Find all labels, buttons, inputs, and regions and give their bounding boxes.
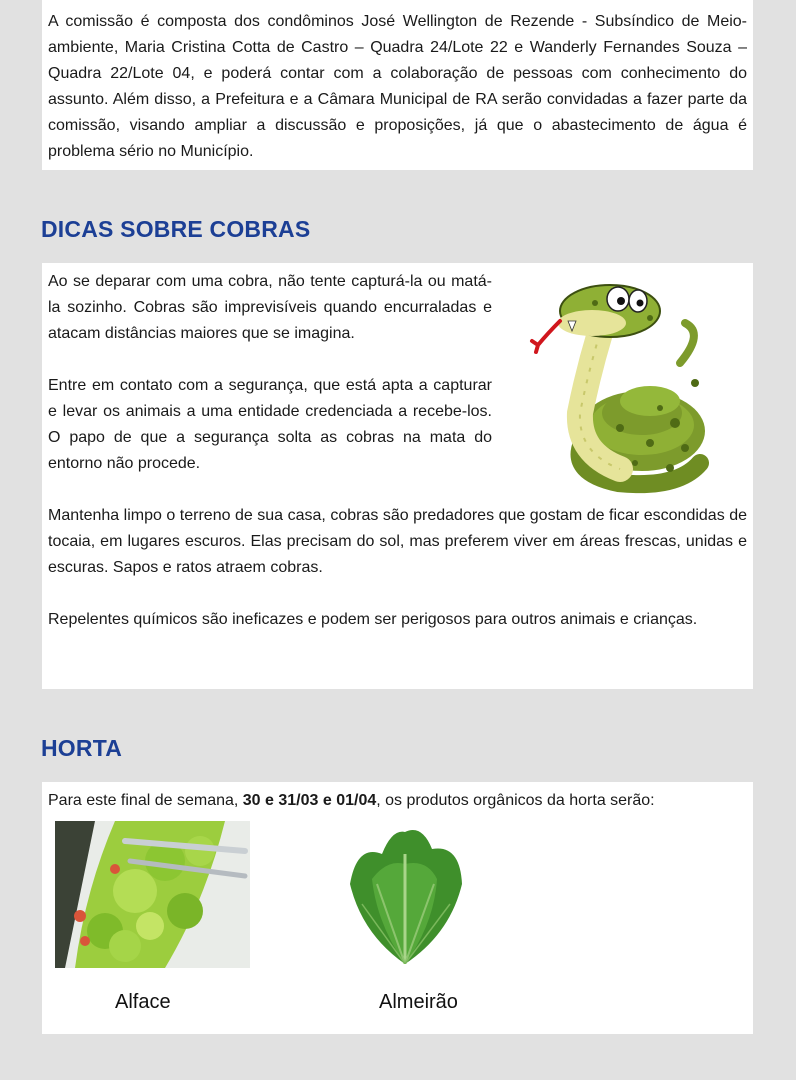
snakes-paragraph-2: Entre em contato com a segurança, que está apta a capturar e levar os animais a uma entidade credenciada a recebe-los. O papo de que a segurança solta as cobras na mata do entorno não procede.	[48, 377, 492, 472]
commission-card	[42, 0, 753, 170]
snakes-heading: DICAS SOBRE COBRAS	[41, 216, 311, 242]
garden-intro-before: Para este final de semana,	[48, 792, 243, 809]
lettuce-label: Alface	[115, 991, 171, 1013]
garden-intro-dates: 30 e 31/03 e 01/04	[242, 792, 377, 809]
snake-image	[500, 263, 753, 503]
garden-intro	[48, 788, 747, 814]
garden-heading: HORTA	[41, 735, 123, 761]
snakes-paragraph-4: Repelentes químicos são ineficazes e podem ser perigosos para outros animais e crianças.	[48, 611, 698, 628]
snakes-paragraph-3: Mantenha limpo o terreno de sua casa, cobras são predadores que gostam de ficar escondidas de tocaia, em lugares escuros. Elas precisam do sol, mas preferem viver em áreas frescas, unidas e escuras. Sapos e ratos atraem cobras.	[48, 507, 747, 576]
chicory-label: Almeirão	[379, 991, 458, 1013]
snakes-paragraph-1: Ao se deparar com uma cobra, não tente capturá-la ou matá-la sozinho. Cobras são imprevisíveis quando encurraladas e atacam distâncias maiores que se imagina.	[48, 273, 492, 342]
commission-paragraph: A comissão é composta dos condôminos José Wellington de Rezende - Subsíndico de Meio-ambiente, Maria Cristina Cotta de Castro – Quadra 24/Lote 22 e Wanderly Fernandes Souza – Quadra 22/Lote 04, e poderá contar com a colaboração de pessoas com conhecimento do assunto. Além disso, a Prefeitura e a Câmara Municipal de RA serão convidadas a fazer parte da comissão, visando ampliar a discussão e proposições, já que o abastecimento de água é problema sério no Município.	[48, 13, 747, 160]
garden-card	[42, 782, 753, 1034]
garden-intro-after: , os produtos orgânicos da horta serão:	[376, 792, 655, 809]
snakes-card	[42, 263, 753, 689]
lettuce-image	[55, 821, 250, 968]
chicory-image	[342, 824, 468, 964]
